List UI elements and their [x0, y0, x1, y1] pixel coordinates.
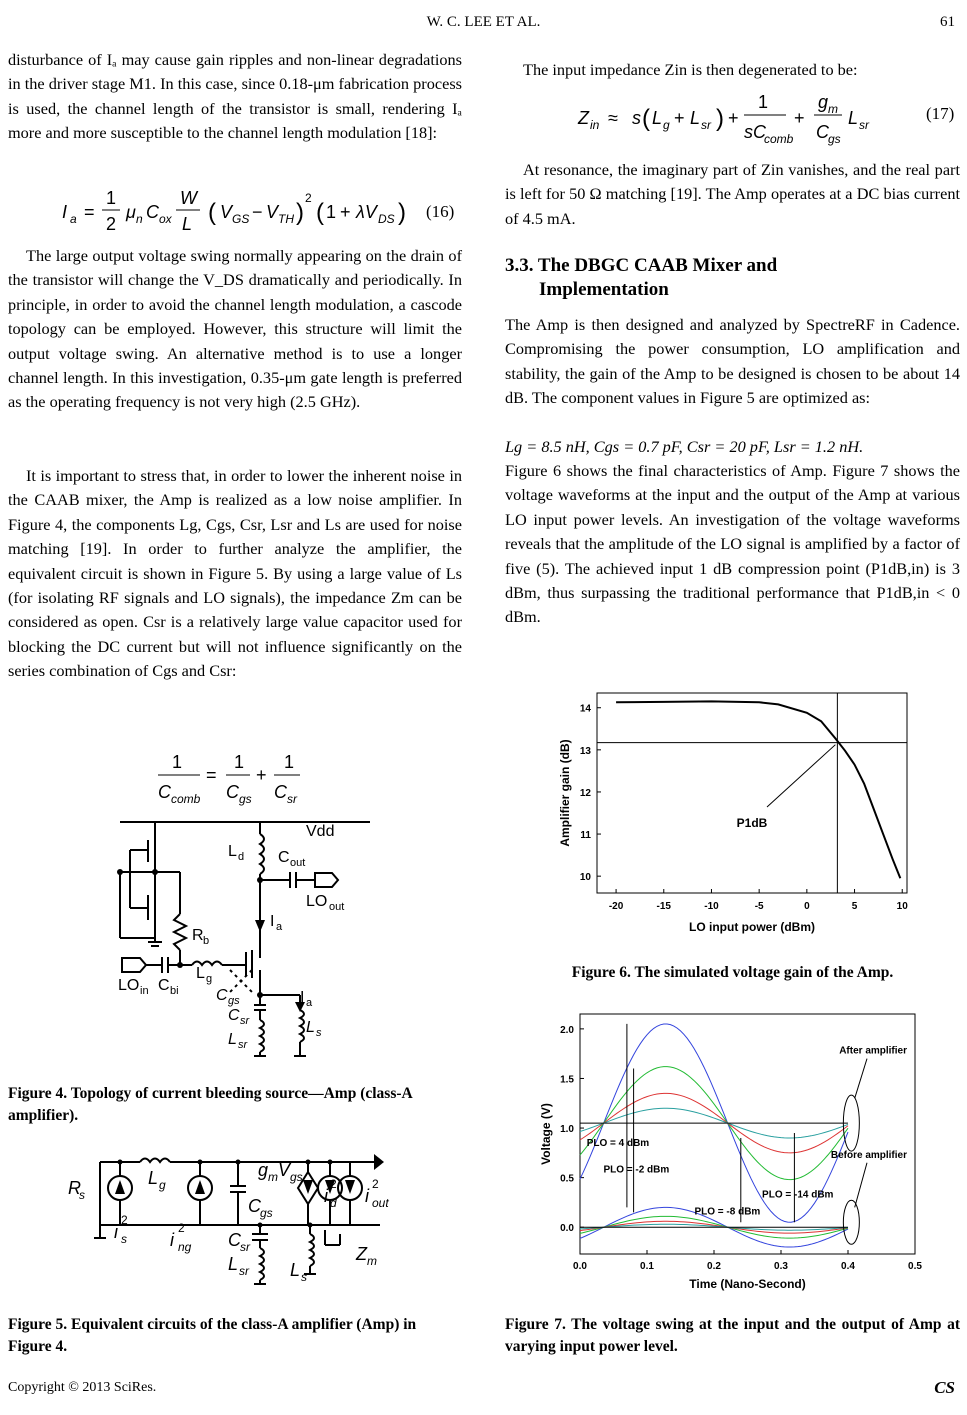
svg-text:+: + — [674, 108, 685, 128]
gain-chart-svg — [552, 685, 932, 955]
svg-text:+: + — [728, 108, 739, 128]
svg-text:sr: sr — [287, 792, 297, 806]
x-axis-label: Time (Nano-Second) — [689, 1277, 806, 1291]
svg-text:): ) — [296, 199, 304, 226]
y-axis-label: Amplifier gain (dB) — [558, 739, 572, 847]
c4-vdd: Vdd — [306, 823, 335, 840]
y-tick-label: 11 — [580, 830, 591, 842]
svg-text:out: out — [372, 1196, 389, 1210]
figure-5-svg — [60, 1150, 420, 1290]
y-tick-label: 0.0 — [560, 1223, 574, 1235]
svg-text:ng: ng — [178, 1240, 192, 1254]
svg-text:comb: comb — [764, 132, 794, 146]
figure-4-svg — [110, 810, 410, 1070]
figure-6-chart — [552, 685, 932, 955]
x-tick-label: 0.1 — [640, 1261, 654, 1272]
svg-text:1: 1 — [758, 92, 769, 112]
y-tick-label: 0.5 — [560, 1173, 574, 1185]
x-tick-label: 0.4 — [841, 1261, 855, 1272]
c5-is: i — [114, 1222, 118, 1242]
c4-ls: L — [306, 1019, 315, 1036]
c4-ia-bottom: I — [300, 989, 305, 1006]
equation-17-number: (17) — [926, 104, 955, 123]
svg-text:λV: λV — [356, 202, 377, 222]
svg-text:s: s — [79, 1188, 85, 1202]
figure-7-caption: Figure 7. The voltage swing at the input and the output of Amp at varying input power level. — [505, 1316, 960, 1355]
x-tick-label: 0 — [804, 901, 810, 912]
svg-text:+: + — [794, 108, 805, 128]
c5-ls: L — [290, 1260, 301, 1280]
section-title: 3.3. The DBGC CAAB Mixer and Implementation — [505, 255, 778, 300]
right-paragraph-2: At resonance, the imaginary part of Zin vanishes, and the real part is left for 50 Ω matching [19]. The Amp operates at a DC bias current of 4.5 mA. — [505, 160, 960, 228]
svg-text:2: 2 — [305, 191, 312, 205]
x-tick-label: -15 — [656, 901, 671, 912]
svg-text:V: V — [220, 202, 233, 222]
figure-5-caption: Figure 5. Equivalent circuits of the class-A amplifier (Amp) in Figure 4. — [8, 1316, 417, 1355]
svg-text:comb: comb — [171, 792, 201, 806]
after-pointer — [855, 1059, 867, 1099]
c5-rs: R — [68, 1178, 81, 1198]
y-tick-label: 13 — [579, 745, 591, 757]
svg-text:+: + — [340, 202, 351, 222]
c4-cout: C — [278, 849, 290, 866]
copyright: Copyright © 2013 SciRes. — [8, 1380, 157, 1395]
c5-iout: i — [365, 1186, 369, 1206]
annotation-2: PLO = 4 dBm — [586, 1137, 650, 1149]
svg-text:2: 2 — [330, 1177, 337, 1191]
svg-text:2: 2 — [178, 1221, 185, 1235]
c5-vgs: V — [278, 1160, 291, 1180]
y-tick-label: 12 — [579, 787, 591, 799]
c4-rb: R — [192, 927, 204, 944]
svg-text:m: m — [828, 102, 838, 116]
y-axis-label: Voltage (V) — [539, 1103, 553, 1165]
annotation-0: After amplifier — [839, 1045, 907, 1057]
annotation-1: Before amplifier — [830, 1149, 907, 1161]
svg-text:m: m — [367, 1254, 377, 1268]
svg-text:1: 1 — [234, 752, 245, 772]
svg-text:L: L — [182, 214, 193, 234]
svg-text:s: s — [316, 1027, 322, 1039]
svg-text:): ) — [398, 199, 406, 226]
journal-tag: CS — [934, 1378, 955, 1397]
svg-text:sr: sr — [240, 1015, 250, 1027]
svg-text:g: g — [206, 973, 213, 985]
plot-frame — [597, 693, 907, 893]
y-tick-label: 14 — [579, 703, 591, 715]
svg-text:): ) — [716, 105, 724, 132]
y-tick-label: 1.0 — [560, 1124, 574, 1136]
equation-16-number: (16) — [426, 202, 455, 221]
svg-text:1: 1 — [172, 752, 183, 772]
right-paragraph-1: The input impedance Zin is then degenerated to be: — [523, 60, 858, 79]
svg-text:g: g — [818, 92, 829, 112]
annotation-5: PLO = -14 dBm — [762, 1189, 834, 1201]
x-tick-label: -10 — [704, 901, 719, 912]
svg-text:TH: TH — [278, 212, 294, 226]
svg-text:d: d — [238, 851, 245, 863]
svg-text:in: in — [140, 985, 149, 997]
x-tick-label: 10 — [896, 901, 908, 912]
figure-7-chart — [532, 1008, 932, 1298]
svg-text:out: out — [290, 857, 306, 869]
svg-text:2: 2 — [372, 1177, 379, 1191]
svg-text:g: g — [159, 1178, 166, 1192]
svg-text:+: + — [256, 765, 267, 785]
svg-text:1: 1 — [106, 188, 117, 208]
x-tick-label: 5 — [851, 901, 858, 912]
page-number: 61 — [940, 14, 955, 30]
svg-text:ox: ox — [159, 212, 172, 226]
c4-loout: LO — [306, 893, 328, 910]
figure-4-circuit — [110, 810, 410, 1070]
svg-text:sr: sr — [240, 1240, 250, 1254]
svg-text:gs: gs — [260, 1206, 273, 1220]
svg-text:sr: sr — [239, 1264, 249, 1278]
x-tick-label: -20 — [608, 901, 624, 912]
c5-ing: i — [170, 1230, 174, 1250]
svg-text:sr: sr — [701, 118, 711, 132]
c5-gm: g — [258, 1160, 269, 1180]
c4-csr: C — [228, 1007, 240, 1024]
x-tick-label: -5 — [754, 901, 764, 912]
svg-text:2: 2 — [121, 1213, 128, 1227]
right-paragraph-4: Figure 6 shows the final characteristics of Amp. Figure 7 shows the voltage waveforms at the input and the output of the Amp at various LO input power levels. An investigation of the voltage waveforms reveals that the amplitude of the LO signal is amplified by a factor of five (5). The achieved input 1 dB compression point (P1dB,in) is 3 dBm, thus surpassing the traditional performance that P1dB,in < 0 dBm. — [505, 461, 960, 627]
svg-text:C: C — [146, 202, 159, 222]
x-axis-label: LO input power (dBm) — [689, 920, 815, 934]
svg-text:in: in — [590, 118, 600, 132]
figure-5-circuit — [60, 1150, 420, 1290]
c4-lg: L — [196, 965, 205, 982]
c5-lg: L — [148, 1168, 159, 1188]
right-paragraph-3: The Amp is then designed and analyzed by SpectreRF in Cadence. Compromising the power consumption, LO amplification and stability, the gain of the Amp to be designed is chosen to be about 14 dB. The component values in Figure 5 are optimized as: — [505, 315, 960, 408]
svg-text:C: C — [274, 782, 287, 802]
left-paragraph-2: The large output voltage swing normally appearing on the drain of the transistor will change the V_DS dramatically and periodically. In principle, in order to avoid the channel length modulation, a cascode topology can be employed. However, this structure will limit the output voltage swing. An alternative method is to use a longer channel length. In this investigation, 0.35-μm gate length is preferred as the operating frequency is not very high (2.5 GHz). — [8, 246, 462, 412]
running-header: W. C. LEE ET AL. — [426, 14, 541, 30]
svg-text:m: m — [268, 1170, 278, 1184]
annotation-3: PLO = -2 dBm — [603, 1164, 670, 1176]
svg-text:a: a — [276, 921, 283, 933]
svg-text:L: L — [690, 108, 701, 128]
c5-zm: Z — [356, 1244, 367, 1264]
svg-text:Z: Z — [578, 108, 589, 128]
svg-text:GS: GS — [232, 212, 250, 226]
svg-text:s: s — [121, 1232, 127, 1246]
svg-text:(: ( — [208, 199, 216, 226]
svg-text:sr: sr — [238, 1039, 248, 1051]
equation-16-svg — [40, 182, 460, 238]
y-tick-label: 10 — [579, 872, 591, 884]
x-tick-label: 0.0 — [573, 1261, 587, 1272]
svg-text:C: C — [226, 782, 239, 802]
svg-text:b: b — [203, 935, 210, 947]
svg-text:L: L — [848, 108, 859, 128]
svg-text:1: 1 — [284, 752, 295, 772]
svg-text:=: = — [206, 765, 217, 785]
gain-curve — [616, 701, 900, 878]
left-paragraph-3: It is important to stress that, in order to lower the inherent noise in the CAAB mixer, the Amp is realized as a low noise amplifier. In Figure 4, the components Lg, Cgs, Csr, Lsr and Ls are used for noise matching [19]. In order to further analyze the amplifier, the equivalent circuit is shown in Figure 5. By using a large value of Ls (for isolating RF signals and LO signals), the impedance Zm can be considered as open. Csr is a relatively large value capacitor used for blocking the DC current but will not influence significantly on the series combination of Cgs and Csr: — [8, 466, 462, 681]
c5-lsr: L — [228, 1254, 239, 1274]
svg-text:−: − — [252, 202, 263, 222]
equation-17-svg — [560, 88, 890, 152]
figure-4-caption: Figure 4. Topology of current bleeding source—Amp (class-A amplifier). — [8, 1085, 412, 1124]
left-paragraph-1: disturbance of Iₐ may cause gain ripples and non-linear degradations in the driver stage M1. In this case, since 0.18-μm fabrication process is used, the channel length of the transistor is small, rendering Iₐ more and more susceptible to the channel length modulation [18]: — [8, 50, 462, 143]
voltage-chart-svg — [532, 1008, 932, 1298]
svg-text:=: = — [84, 202, 95, 222]
svg-text:out: out — [329, 901, 345, 913]
svg-text:gs: gs — [828, 132, 841, 146]
svg-text:bi: bi — [170, 985, 179, 997]
c4-ia-top: I — [270, 913, 275, 930]
y-tick-label: 1.5 — [560, 1074, 574, 1086]
y-tick-label: 2.0 — [560, 1024, 574, 1036]
svg-text:gs: gs — [290, 1170, 303, 1184]
svg-text:a: a — [70, 212, 77, 226]
equation-ccomb-svg — [150, 748, 330, 810]
svg-text:μ: μ — [126, 202, 136, 222]
c5-id: i — [324, 1186, 328, 1206]
svg-text:(: ( — [316, 199, 324, 226]
c4-loin: LO — [118, 977, 140, 994]
svg-text:s: s — [632, 108, 641, 128]
x-tick-label: 0.2 — [707, 1261, 721, 1272]
p1db-annotation: P1dB — [736, 816, 768, 830]
svg-text:2: 2 — [106, 214, 117, 234]
svg-text:L: L — [652, 108, 663, 128]
svg-text:a: a — [306, 997, 313, 1009]
equation-17 — [560, 88, 890, 152]
svg-text:n: n — [136, 212, 143, 226]
svg-text:V: V — [266, 202, 279, 222]
before-pointer — [855, 1163, 867, 1208]
svg-text:gs: gs — [228, 995, 240, 1007]
svg-text:sr: sr — [859, 118, 869, 132]
svg-text:(: ( — [642, 105, 650, 132]
svg-text:C: C — [816, 122, 829, 142]
x-tick-label: 0.5 — [908, 1261, 922, 1272]
c5-cgs: C — [248, 1196, 261, 1216]
svg-text:1: 1 — [326, 202, 337, 222]
x-tick-label: 0.3 — [774, 1261, 788, 1272]
c4-ld: L — [228, 843, 237, 860]
svg-text:C: C — [158, 782, 171, 802]
c4-lsr: L — [228, 1031, 237, 1048]
svg-text:sC: sC — [744, 122, 766, 142]
c5-csr: C — [228, 1230, 241, 1250]
equation-ccomb — [150, 748, 330, 810]
svg-text:s: s — [301, 1270, 307, 1284]
svg-text:W: W — [180, 188, 197, 208]
svg-text:DS: DS — [378, 212, 395, 226]
p1db-pointer — [767, 745, 835, 807]
figure-6-caption: Figure 6. The simulated voltage gain of the Amp. — [571, 964, 894, 981]
svg-text:I: I — [62, 202, 68, 222]
svg-text:gs: gs — [239, 792, 252, 806]
annotation-4: PLO = -8 dBm — [694, 1206, 761, 1218]
svg-text:≈: ≈ — [608, 108, 618, 128]
component-values: Lg = 8.5 nH, Cgs = 0.7 pF, Csr = 20 pF, Lsr = 1.2 nH. — [505, 437, 864, 456]
svg-text:g: g — [663, 118, 670, 132]
svg-text:d: d — [330, 1196, 337, 1210]
c4-cgs: C — [216, 987, 228, 1004]
before-ellipse — [843, 1200, 859, 1244]
equation-16 — [40, 182, 460, 238]
c4-cbi: C — [158, 977, 170, 994]
